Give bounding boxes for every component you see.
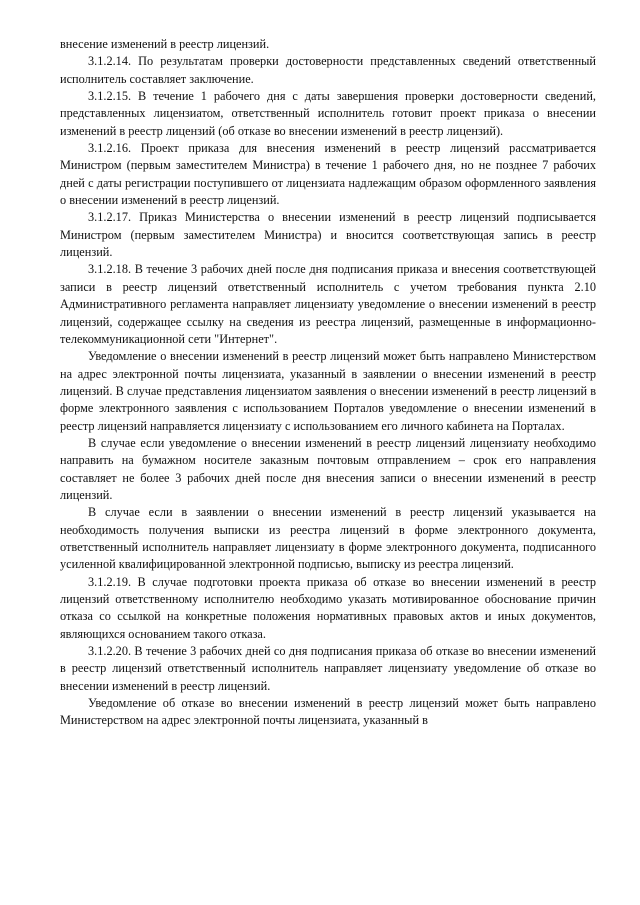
paragraph-3-1-2-16: 3.1.2.16. Проект приказа для внесения изменений в реестр лицензий рассматривается Министром (первым заместителем Министра) в течение 1 рабочего дня, но не позднее 7 рабочих дней с даты регистрации поступившего от лицензиата надлежащим образом оформленного заявления о внесении изменений в реестр лицензий.	[60, 141, 596, 208]
paragraph-paper-notification: В случае если уведомление о внесении изменений в реестр лицензий лицензиату необходимо направить на бумажном носителе заказным почтовым отправлением – срок его направления составляет не более 3 рабочих дней после дня внесения записи о внесении изменений в реестр лицензий.	[60, 435, 596, 502]
paragraph-3-1-2-17: 3.1.2.17. Приказ Министерства о внесении изменений в реестр лицензий подписывается Министром (первым заместителем Министра) и вносится соответствующая запись в реестр лицензий.	[60, 210, 596, 260]
paragraph-notification-email: Уведомление о внесении изменений в реестр лицензий может быть направлено Министерством на адрес электронной почты лицензиата, указанный в заявлении о внесении изменений в реестр лицензий. В случае представления лицензиатом заявления о внесении изменений в реестр лицензий в форме электронного заявления с использованием Порталов уведомление о внесении изменений в реестр лицензий направляется лицензиату с использованием его личного кабинета на Порталах.	[60, 349, 596, 433]
paragraph-refusal-notification: Уведомление об отказе во внесении изменений в реестр лицензий может быть направлено Министерством на адрес электронной почты лицензиата, указанный в	[60, 696, 596, 728]
document-body	[60, 36, 596, 730]
paragraph-continuation: внесение изменений в реестр лицензий.	[60, 37, 270, 51]
paragraph-3-1-2-14: 3.1.2.14. По результатам проверки достоверности представленных сведений ответственный исполнитель составляет заключение.	[60, 54, 596, 86]
paragraph-3-1-2-20: 3.1.2.20. В течение 3 рабочих дней со дня подписания приказа об отказе во внесении изменений в реестр лицензий ответственный исполнитель направляет лицензиату уведомление об отказе во внесении изменений в реестр лицензий.	[60, 644, 596, 693]
paragraph-3-1-2-19: 3.1.2.19. В случае подготовки проекта приказа об отказе во внесении изменений в реестр лицензий ответственному исполнителю необходимо указать мотивированное обоснование причин отказа со ссылкой на конкретные положения нормативных правовых актов и иных документов, являющихся основанием такого отказа.	[60, 574, 596, 641]
paragraph-3-1-2-15: 3.1.2.15. В течение 1 рабочего дня с даты завершения проверки достоверности сведений, представленных лицензиатом, ответственный исполнитель готовит проект приказа о внесении изменений в реестр лицензий (об отказе во внесении изменений в реестр лицензий).	[60, 89, 596, 138]
paragraph-3-1-2-18: 3.1.2.18. В течение 3 рабочих дней после дня подписания приказа и внесения соответствующей записи в реестр лицензий ответственный исполнитель с учетом требования пункта 2.10 Административного регламента направляет лицензиату уведомление о внесении изменений в реестр лицензий, содержащее ссылку на сведения из реестра лицензий, размещенные в информационно-телекоммуникационной сети "Интернет".	[60, 262, 596, 346]
paragraph-electronic-extract: В случае если в заявлении о внесении изменений в реестр лицензий указывается на необходимость получения выписки из реестра лицензий в форме электронного документа, ответственный исполнитель направляет лицензиату в форме электронного документа, подписанного усиленной квалифицированной электронной подписью, выписку из реестра лицензий.	[60, 505, 596, 572]
